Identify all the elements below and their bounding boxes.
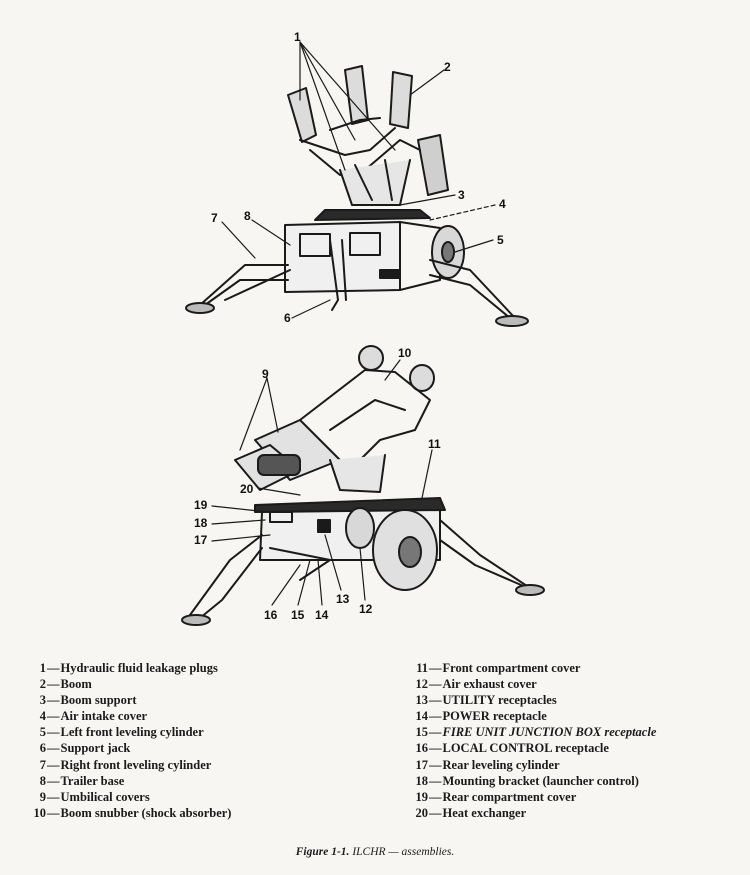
legend-item: 20—Heat exchanger — [415, 805, 527, 820]
legend-item: 18—Mounting bracket (launcher control) — [415, 773, 639, 788]
callout-15: 15 — [291, 608, 305, 622]
callout-9: 9 — [262, 367, 269, 381]
figure-caption-label: Figure 1-1. — [295, 846, 350, 858]
bottom-launcher-view — [182, 346, 544, 625]
figure-caption — [0, 846, 750, 858]
legend-item: 3—Boom support — [39, 693, 137, 708]
legend-item: 15—FIRE UNIT JUNCTION BOX receptacle — [415, 725, 657, 740]
callout-13: 13 — [336, 592, 350, 606]
legend-item: 12—Air exhaust cover — [415, 677, 537, 692]
legend-item: 14—POWER receptacle — [415, 709, 547, 724]
callout-11: 11 — [428, 437, 441, 451]
callout-3: 3 — [458, 188, 465, 202]
callout-18: 18 — [194, 516, 208, 530]
legend-item: 16—LOCAL CONTROL receptacle — [415, 741, 609, 756]
callout-7: 7 — [211, 211, 218, 225]
callout-17: 17 — [194, 533, 208, 547]
legend-item: 4—Air intake cover — [39, 709, 148, 724]
callout-2: 2 — [444, 60, 451, 74]
callout-19: 19 — [194, 498, 208, 512]
callout-12: 12 — [359, 602, 373, 616]
legend-item: 13—UTILITY receptacles — [415, 693, 557, 708]
legend-item: 19—Rear compartment cover — [415, 789, 577, 804]
legend-item: 6—Support jack — [39, 741, 131, 756]
legend-item: 7—Right front leveling cylinder — [39, 757, 212, 772]
callout-6: 6 — [284, 311, 291, 325]
legend-item: 2—Boom — [39, 677, 92, 692]
legend-item: 17—Rear leveling cylinder — [415, 757, 560, 772]
callout-8: 8 — [244, 209, 251, 223]
figure-caption-text: ILCHR — assemblies. — [352, 846, 455, 858]
legend-right-column — [408, 660, 738, 821]
legend-item: 9—Umbilical covers — [39, 789, 150, 804]
callout-5: 5 — [497, 233, 504, 247]
callout-1: 1 — [294, 30, 301, 44]
legend-item: 1—Hydraulic fluid leakage plugs — [39, 661, 218, 675]
legend-left-column — [20, 660, 380, 821]
callout-4: 4 — [499, 197, 506, 211]
legend-item: 5—Left front leveling cylinder — [39, 725, 204, 740]
callout-14: 14 — [315, 608, 329, 622]
top-launcher-view — [186, 42, 528, 326]
legend-item: 11—Front compartment cover — [416, 661, 581, 675]
callout-20: 20 — [240, 482, 254, 496]
legend-item: 10—Boom snubber (shock absorber) — [33, 805, 232, 820]
callout-16: 16 — [264, 608, 278, 622]
callout-10: 10 — [398, 346, 412, 360]
legend-item: 8—Trailer base — [39, 773, 125, 788]
